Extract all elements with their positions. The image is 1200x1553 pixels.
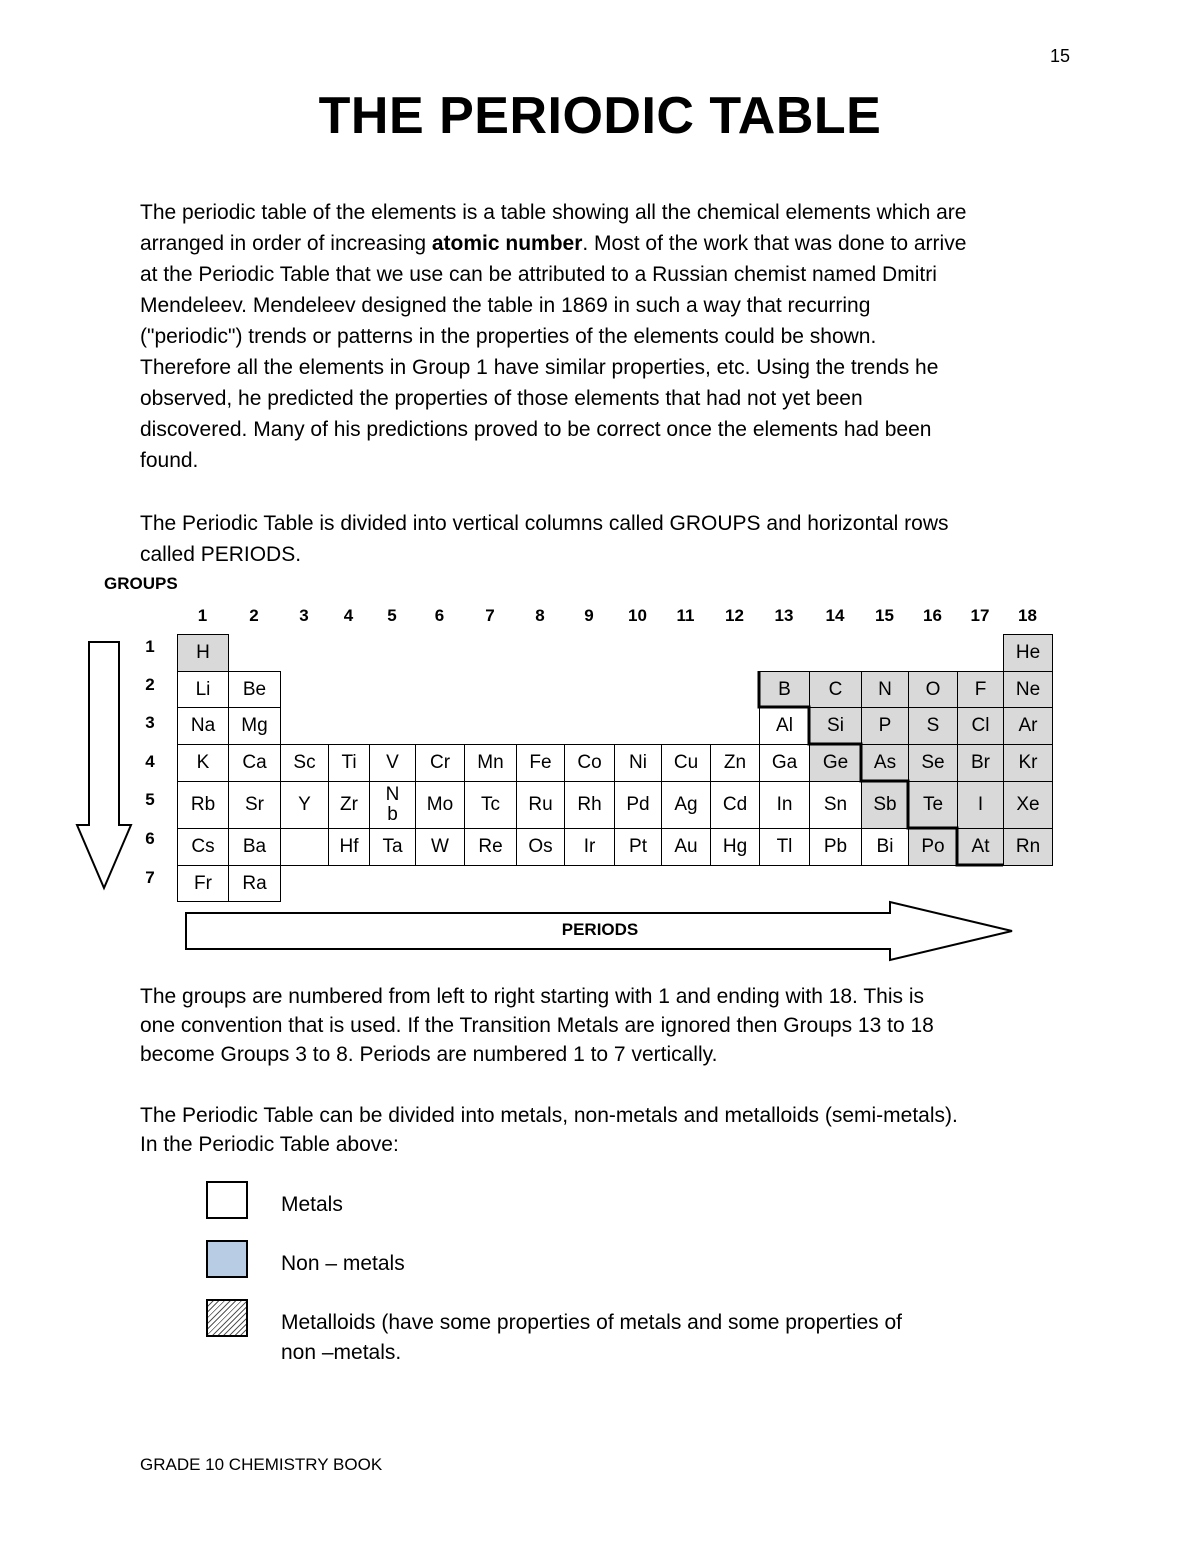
- element-cell-be: [228, 671, 281, 708]
- element-cell-os: [516, 828, 565, 866]
- element-cell-ne: [1003, 671, 1053, 708]
- element-symbol: Rb: [190, 794, 216, 815]
- intro-line: discovered. Many of his predictions proved to be correct once the elements had been: [140, 418, 932, 441]
- element-symbol: At: [971, 836, 990, 857]
- element-cell-i: [957, 781, 1004, 829]
- element-symbol: Bi: [876, 836, 894, 857]
- element-symbol: S: [926, 715, 940, 736]
- element-cell-ti: [328, 744, 370, 782]
- element-cell-cr: [415, 744, 465, 782]
- element-cell-he: [1003, 634, 1053, 672]
- element-cell-ta: [369, 828, 416, 866]
- period-number: 7: [145, 868, 155, 887]
- group-number: 15: [875, 606, 894, 625]
- element-cell-mg: [228, 707, 281, 745]
- element-symbol: Sc: [293, 752, 316, 773]
- element-cell-co: [564, 744, 615, 782]
- classification-line: The Periodic Table can be divided into metals, non-metals and metalloids (semi-metals).: [140, 1104, 958, 1127]
- element-symbol: Mn: [477, 752, 504, 773]
- element-symbol: Kr: [1018, 752, 1038, 773]
- intro-line: found.: [140, 449, 199, 472]
- group-number: 13: [774, 606, 794, 625]
- element-cell-ir: [564, 828, 615, 866]
- group-number: 12: [725, 606, 744, 625]
- element-symbol: C: [828, 678, 843, 700]
- element-symbol: O: [925, 678, 941, 700]
- group-number: 18: [1018, 606, 1037, 625]
- element-cell-re: [464, 828, 517, 866]
- period-number: 5: [145, 790, 155, 809]
- element-symbol: Pb: [823, 836, 848, 857]
- group-number: 1: [197, 606, 208, 625]
- element-cell-n: [861, 671, 909, 708]
- group-number: 9: [584, 606, 594, 625]
- group-number: 14: [825, 606, 845, 625]
- element-symbol: Be: [242, 678, 267, 700]
- element-cell-kr: [1003, 744, 1053, 782]
- element-symbol: Rn: [1015, 836, 1041, 857]
- element-cell-bi: [861, 828, 909, 866]
- element-cell-mn: [464, 744, 517, 782]
- element-symbol: B: [778, 678, 791, 700]
- element-symbol: Hg: [722, 836, 748, 857]
- intro-line-text: arranged in order of increasing: [140, 232, 432, 255]
- element-cell-ra: [228, 865, 281, 902]
- element-cell-c: [809, 671, 862, 708]
- element-symbol: Si: [827, 715, 844, 736]
- groups-line: one convention that is used. If the Transition Metals are ignored then Groups 13 to 18: [140, 1014, 934, 1037]
- element-symbol: [386, 785, 400, 825]
- element-symbol: Tl: [776, 836, 793, 857]
- element-symbol: N: [878, 678, 892, 700]
- element-cell-li: [177, 671, 229, 708]
- element-cell-ga: [759, 744, 810, 782]
- element-cell-ge: [809, 744, 862, 782]
- element-symbol: Ge: [822, 752, 849, 773]
- element-symbol: Ni: [629, 752, 647, 773]
- element-symbol: Sn: [823, 794, 848, 815]
- element-cell-ru: [516, 781, 565, 829]
- element-symbol: Ba: [242, 836, 267, 857]
- element-symbol: Ca: [242, 752, 267, 773]
- element-symbol: Pd: [626, 794, 650, 815]
- element-cell-cs: [177, 828, 229, 866]
- metalloids-line: non –metals.: [281, 1341, 402, 1364]
- metalloids-swatch: [206, 1299, 248, 1337]
- metals-swatch: [206, 1181, 248, 1219]
- element-cell-fr: [177, 865, 229, 902]
- element-symbol: Fe: [529, 752, 552, 773]
- intro-line: at the Periodic Table that we use can be attributed to a Russian chemist named Dmitri: [140, 263, 937, 286]
- element-cell-f: [957, 671, 1004, 708]
- element-symbol: Hf: [339, 836, 359, 857]
- element-symbol: Zn: [723, 752, 747, 773]
- intro-line: Mendeleev. Mendeleev designed the table in 1869 in such a way that recurring: [140, 294, 871, 317]
- intro-line: Therefore all the elements in Group 1 have similar properties, etc. Using the trends he: [140, 356, 939, 379]
- element-cell-sn: [809, 781, 862, 829]
- element-cell-as: [861, 744, 909, 782]
- group-number: 10: [628, 606, 647, 625]
- element-symbol: Sb: [873, 794, 897, 815]
- group-number: 16: [923, 606, 942, 625]
- element-symbol: Xe: [1016, 794, 1040, 815]
- element-symbol: Al: [776, 715, 793, 736]
- element-cell-zn: [710, 744, 760, 782]
- element-symbol: H: [196, 642, 210, 663]
- element-symbol: Re: [478, 836, 503, 857]
- groups-paragraph: [140, 982, 1100, 1069]
- element-cell-na: [177, 707, 229, 745]
- element-symbol: Ag: [674, 794, 698, 815]
- intro-line-text: . Most of the work that was done to arrive: [582, 232, 967, 255]
- element-cell-se: [908, 744, 958, 782]
- intro-line: observed, he predicted the properties of those elements that had not yet been: [140, 387, 863, 410]
- non-metals-swatch: [206, 1240, 248, 1278]
- element-cell-w: [415, 828, 465, 866]
- element-cell-te: [908, 781, 958, 829]
- classification-paragraph: [140, 1101, 1100, 1159]
- element-cell-sc: [280, 744, 329, 782]
- group-number: 11: [676, 606, 695, 625]
- element-symbol: F: [974, 678, 987, 700]
- element-cell-zr: [328, 781, 370, 829]
- element-cell-rb: [177, 781, 229, 829]
- element-cell-k: [177, 744, 229, 782]
- element-cell-ca: [228, 744, 281, 782]
- classification-line: In the Periodic Table above:: [140, 1133, 399, 1156]
- element-symbol: Sr: [245, 794, 264, 815]
- element-symbol: Na: [190, 715, 216, 736]
- element-cell-mo: [415, 781, 465, 829]
- non-metals-label: Non – metals: [281, 1252, 405, 1275]
- element-symbol: As: [873, 752, 897, 773]
- element-cell-o: [908, 671, 958, 708]
- group-number: 5: [387, 606, 397, 625]
- element-cell-cu: [661, 744, 711, 782]
- element-cell-hg: [710, 828, 760, 866]
- element-cell-ba: [228, 828, 281, 866]
- element-symbol: Te: [922, 794, 944, 815]
- group-number: 3: [299, 606, 309, 625]
- page-number: 15: [1049, 46, 1070, 66]
- element-cell-h: [177, 634, 229, 672]
- element-symbol: Po: [921, 836, 945, 857]
- group-number: 8: [535, 606, 545, 625]
- metals-label: Metals: [281, 1193, 343, 1216]
- element-symbol: Ir: [583, 836, 596, 857]
- element-cell-y: [280, 781, 329, 829]
- intro-line: ("periodic") trends or patterns in the properties of the elements could be shown.: [140, 325, 877, 348]
- element-cell-br: [957, 744, 1004, 782]
- element-cell-p: [861, 707, 909, 745]
- element-symbol: Os: [528, 836, 553, 857]
- element-cell-ag: [661, 781, 711, 829]
- element-cell-rh: [564, 781, 615, 829]
- element-symbol: Ne: [1015, 678, 1041, 700]
- group-number: 17: [970, 606, 990, 625]
- empty-element-cell: [280, 828, 329, 866]
- group-number: 6: [434, 606, 445, 625]
- element-symbol: Au: [674, 836, 698, 857]
- element-cell-xe: [1003, 781, 1053, 829]
- element-cell-pt: [614, 828, 662, 866]
- element-cell-rn: [1003, 828, 1053, 866]
- element-symbol: In: [776, 794, 793, 815]
- element-cell-in: [759, 781, 810, 829]
- metalloids-line: Metalloids (have some properties of metals and some properties of: [281, 1311, 902, 1334]
- element-symbol: Li: [195, 678, 211, 700]
- element-cell-at: [957, 828, 1004, 866]
- element-cell-s: [908, 707, 958, 745]
- element-symbol: Cl: [971, 715, 990, 736]
- atomic-number-term: atomic number: [431, 232, 583, 255]
- element-cell-sr: [228, 781, 281, 829]
- element-cell-sb: [861, 781, 909, 829]
- element-symbol: Mg: [241, 715, 268, 736]
- element-symbol: Co: [577, 752, 602, 773]
- element-cell-ar: [1003, 707, 1053, 745]
- element-symbol: Cr: [429, 752, 451, 773]
- element-cell-hf: [328, 828, 370, 866]
- period-number: 6: [145, 829, 155, 848]
- element-symbol: Ra: [242, 872, 267, 894]
- element-symbol: He: [1015, 642, 1041, 663]
- element-symbol: Ti: [341, 752, 357, 773]
- element-symbol-part: N: [385, 784, 400, 805]
- element-symbol: Cs: [191, 836, 215, 857]
- element-cell-cd: [710, 781, 760, 829]
- element-symbol: Cu: [673, 752, 699, 773]
- element-symbol: Ga: [771, 752, 798, 773]
- element-cell-nb: [369, 781, 416, 829]
- division-line: called PERIODS.: [140, 543, 302, 566]
- metalloids-label: [281, 1308, 902, 1368]
- element-symbol: Pt: [629, 836, 647, 857]
- intro-line: The periodic table of the elements is a table showing all the chemical elements which are: [140, 201, 967, 224]
- element-symbol: Se: [921, 752, 945, 773]
- division-line: The Periodic Table is divided into vertical columns called GROUPS and horizontal rows: [140, 512, 949, 535]
- period-number: 3: [145, 713, 155, 732]
- element-cell-au: [661, 828, 711, 866]
- element-symbol: Tc: [481, 794, 500, 815]
- element-symbol: K: [196, 752, 210, 773]
- groups-line: become Groups 3 to 8. Periods are numbered 1 to 7 vertically.: [140, 1043, 718, 1066]
- element-cell-al: [759, 707, 810, 745]
- footer: GRADE 10 CHEMISTRY BOOK: [140, 1455, 383, 1474]
- element-symbol: Ar: [1018, 715, 1038, 736]
- page-title: THE PERIODIC TABLE: [318, 87, 882, 145]
- element-symbol-part: b: [387, 804, 398, 825]
- element-symbol: Y: [298, 794, 311, 815]
- element-cell-fe: [516, 744, 565, 782]
- element-symbol: Rh: [577, 794, 602, 815]
- element-symbol: Zr: [340, 794, 358, 815]
- period-number: 1: [145, 637, 155, 656]
- element-symbol: Ta: [382, 836, 403, 857]
- element-symbol: Ru: [528, 794, 553, 815]
- element-cell-pb: [809, 828, 862, 866]
- element-cell-po: [908, 828, 958, 866]
- element-symbol: Mo: [426, 794, 454, 815]
- element-cell-tc: [464, 781, 517, 829]
- element-symbol: I: [977, 794, 984, 815]
- group-number: 4: [343, 606, 354, 625]
- element-symbol: P: [878, 715, 892, 736]
- element-cell-si: [809, 707, 862, 745]
- period-number: 4: [145, 752, 155, 771]
- element-symbol: W: [431, 836, 449, 857]
- groups-label: GROUPS: [104, 574, 178, 593]
- group-number: 2: [249, 606, 259, 625]
- down-arrow-icon: [77, 642, 131, 888]
- element-cell-pd: [614, 781, 662, 829]
- period-number: 2: [145, 675, 155, 694]
- groups-line: The groups are numbered from left to right starting with 1 and ending with 18. This is: [140, 985, 925, 1008]
- periods-label: PERIODS: [561, 920, 639, 939]
- element-cell-ni: [614, 744, 662, 782]
- element-symbol: Cd: [722, 794, 748, 815]
- element-cell-cl: [957, 707, 1004, 745]
- element-cell-b: [759, 671, 810, 708]
- element-cell-tl: [759, 828, 810, 866]
- element-symbol: Fr: [194, 872, 212, 894]
- element-symbol: V: [386, 752, 399, 773]
- group-number: 7: [485, 606, 495, 625]
- element-symbol: Br: [971, 752, 990, 773]
- element-cell-v: [369, 744, 416, 782]
